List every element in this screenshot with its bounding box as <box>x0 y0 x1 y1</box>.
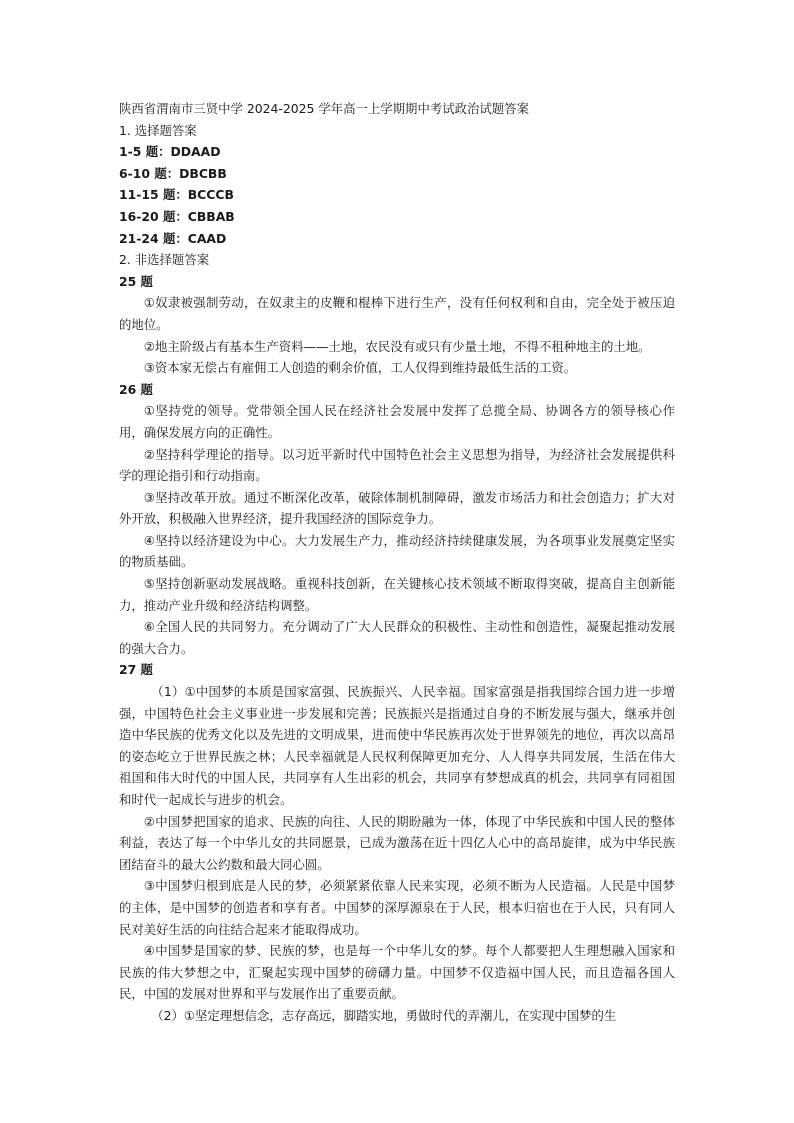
q25-point: ②地主阶级占有基本生产资料——土地，农民没有或只有少量土地，不得不租种地主的土地。 <box>143 338 651 354</box>
question-heading-27: 27 题 <box>119 662 153 678</box>
q26-point: ⑤坚持创新驱动发展战略。重视科技创新，在关键核心技术领域不断取得突破，提高自主创新能力，推动产业升级和经济结构调整。 <box>119 576 675 613</box>
section-heading-nonchoice: 2. 非选择题答案 <box>119 252 210 268</box>
q27-point: ③中国梦归根到底是人民的梦，必须紧紧依靠人民来实现，必须不断为人民造福。人民是中国梦的主体，是中国梦的创造者和享有者。中国梦的深厚源泉在于人民，根本归宿也在于人民，只有同人民对美好生活的向往结合起来才能取得成功。 <box>119 878 675 937</box>
q27-point: ②中国梦把国家的追求、民族的向往、人民的期盼融为一体，体现了中华民族和中国人民的整体利益，表达了每一个中华儿女的共同愿景，已成为激荡在近十四亿人心中的高昂旋律，成为中华民族团结奋斗的最大公约数和最大同心圆。 <box>119 813 675 872</box>
answer-line: 6-10 题：DBCBB <box>119 165 227 181</box>
answer-line: 1-5 题：DDAAD <box>119 144 221 160</box>
answer-line: 11-15 题：BCCCB <box>119 187 234 203</box>
q27-point: （2）①坚定理想信念，志存高远，脚踏实地，勇做时代的弄潮儿，在实现中国梦的生 <box>151 1007 617 1023</box>
document-title: 陕西省渭南市三贤中学 2024-2025 学年高一上学期期中考试政治试题答案 <box>119 101 529 116</box>
question-heading-25: 25 题 <box>119 273 153 289</box>
q26-point: ④坚持以经济建设为中心。大力发展生产力，推动经济持续健康发展，为各项事业发展奠定坚实的物质基础。 <box>119 532 675 570</box>
q26-point: ⑥全国人民的共同努力。充分调动了广大人民群众的积极性、主动性和创造性，凝聚起推动发展的强大合力。 <box>119 619 675 656</box>
q25-point: ①奴隶被强制劳动，在奴隶主的皮鞭和棍棒下进行生产，没有任何权利和自由，完全处于被压迫的地位。 <box>119 295 675 332</box>
q26-point: ②坚持科学理论的指导。以习近平新时代中国特色社会主义思想为指导，为经济社会发展提供科学的理论指引和行动指南。 <box>119 446 675 484</box>
document-body <box>119 98 675 1027</box>
q27-point: ④中国梦是国家的梦、民族的梦，也是每一个中华儿女的梦。每个人都要把人生理想融入国家和民族的伟大梦想之中，汇聚起实现中国梦的磅礴力量。中国梦不仅造福中国人民，而且造福各国人民，中国的发展对世界和平与发展作出了重要贡献。 <box>119 943 675 1002</box>
answer-line: 16-20 题：CBBAB <box>119 208 235 224</box>
q26-point: ①坚持党的领导。党带领全国人民在经济社会发展中发挥了总揽全局、协调各方的领导核心作用，确保发展方向的正确性。 <box>119 403 675 440</box>
answer-line: 21-24 题：CAAD <box>119 230 227 246</box>
section-heading-choice: 1. 选择题答案 <box>119 122 197 138</box>
question-heading-26: 26 题 <box>119 381 153 397</box>
q25-point: ③资本家无偿占有雇佣工人创造的剩余价值，工人仅得到维持最低生活的工资。 <box>143 360 577 376</box>
q27-point: （1）①中国梦的本质是国家富强、民族振兴、人民幸福。国家富强是指我国综合国力进一步增强，中国特色社会主义事业进一步发展和完善；民族振兴是指通过自身的不断发展与强大，继承并创造中华民族的优秀文化以及先进的文明成果，进而使中华民族再次处于世界领先的地位，再次以高昂的姿态屹立于世界民族之林；人民幸福就是人民权利保障更加充分、人人得享共同发展，生活在伟大祖国和伟大时代的中国人民，共同享有人生出彩的机会，共同享有梦想成真的机会，共同享有同祖国和时代一起成长与进步的机会。 <box>119 684 675 807</box>
q26-point: ③坚持改革开放。通过不断深化改革，破除体制机制障碍，激发市场活力和社会创造力；扩大对外开放，积极融入世界经济，提升我国经济的国际竞争力。 <box>119 489 675 527</box>
